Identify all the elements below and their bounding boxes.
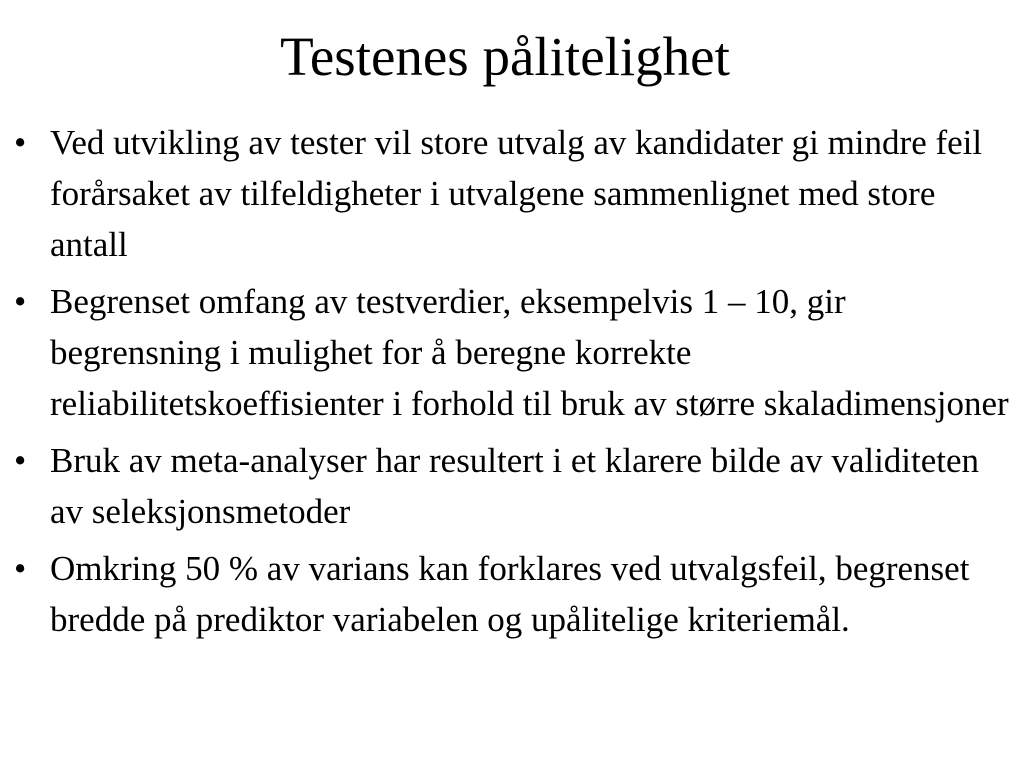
bullet-text: Begrenset omfang av testverdier, eksempelvis 1 – 10, gir begrensning i mulighet for å beregne korrekte reliabilitetskoeffisienter i forhold til bruk av større skaladimensjoner (50, 282, 1009, 423)
bullet-icon: • (14, 282, 27, 321)
bullet-text: Ved utvikling av tester vil store utvalg av kandidater gi mindre feil forårsaket av tilfeldigheter i utvalgene sammenlignet med store antall (50, 123, 983, 264)
bullet-text: Omkring 50 % av varians kan forklares ved utvalgsfeil, begrenset bredde på prediktor variabelen og upålitelige kriteriemål. (50, 549, 970, 639)
bullet-icon: • (14, 123, 27, 162)
bullet-list (14, 117, 1020, 651)
bullet-item (14, 543, 1020, 645)
bullet-text: Bruk av meta-analyser har resultert i et klarere bilde av validiteten av seleksjonsmetoder (50, 441, 980, 531)
bullet-icon: • (14, 441, 27, 480)
bullet-icon: • (14, 549, 27, 588)
bullet-item (14, 117, 1020, 270)
slide-title: Testenes pålitelighet (280, 26, 730, 87)
bullet-item (14, 435, 1020, 537)
bullet-item (14, 276, 1020, 429)
